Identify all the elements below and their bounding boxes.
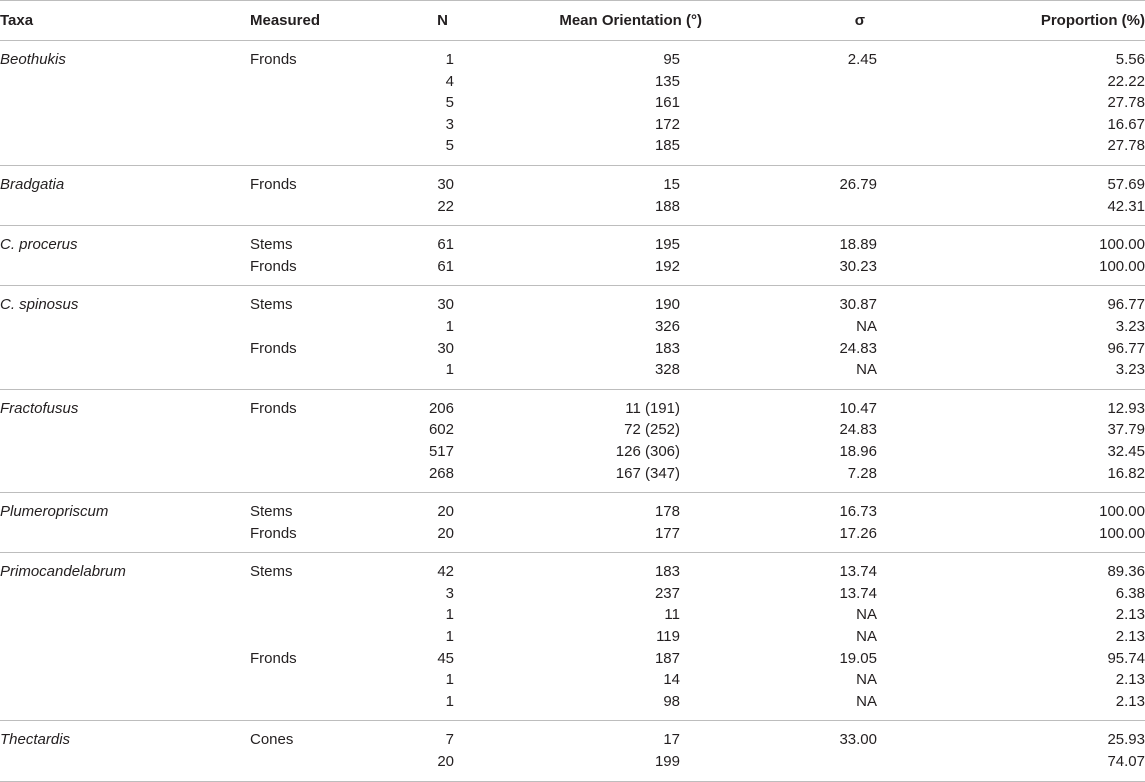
measured-cell — [250, 196, 400, 226]
mean-orientation-cell: 190 — [654, 296, 680, 314]
mean-orientation-cell: 14 — [663, 671, 680, 689]
n-cell: 602 — [428, 421, 454, 439]
table-row — [0, 389, 1145, 419]
measured-cell — [250, 626, 400, 648]
measured-cell — [250, 359, 400, 389]
mean-orientation-cell: 11 — [664, 606, 680, 624]
measured-cell: Fronds — [250, 399, 297, 417]
taxa-cell — [0, 441, 250, 463]
sigma-cell: NA — [856, 628, 877, 646]
table-row — [0, 463, 1145, 493]
mean-orientation-cell: 72 (252) — [624, 421, 680, 439]
taxa-cell — [0, 493, 250, 523]
proportion-cell: 100.00 — [1099, 257, 1145, 275]
measured-cell: Stems — [250, 296, 293, 314]
table-row — [0, 669, 1145, 691]
taxa-cell — [0, 751, 250, 781]
proportion-cell: 42.31 — [1107, 197, 1145, 215]
mean-orientation-cell: 135 — [654, 72, 680, 90]
taxa-cell — [0, 135, 250, 165]
n-cell: 20 — [437, 503, 454, 521]
sigma-cell — [730, 751, 920, 781]
measured-cell: Stems — [250, 236, 293, 254]
measured-cell: Fronds — [250, 339, 297, 357]
table-row — [0, 648, 1145, 670]
sigma-cell — [730, 71, 920, 93]
taxa-cell — [0, 523, 250, 553]
n-cell: 268 — [428, 464, 454, 482]
header-measured: Measured — [250, 1, 400, 41]
taxa-name: C. spinosus — [0, 296, 79, 314]
sigma-cell: NA — [856, 671, 877, 689]
header-proportion: Proportion (%) — [920, 1, 1145, 41]
taxa-group — [0, 165, 1145, 225]
taxa-name: Primocandelabrum — [0, 563, 126, 581]
proportion-cell: 2.13 — [1115, 606, 1145, 624]
taxa-name: C. procerus — [0, 236, 78, 254]
table-row — [0, 114, 1145, 136]
table-row — [0, 419, 1145, 441]
n-cell: 1 — [445, 361, 454, 379]
taxa-cell — [0, 669, 250, 691]
measured-cell — [250, 316, 400, 338]
proportion-cell: 2.13 — [1115, 628, 1145, 646]
table-row — [0, 41, 1145, 71]
table-row — [0, 751, 1145, 781]
n-cell: 1 — [445, 317, 454, 335]
taxa-cell — [0, 604, 250, 626]
measured-cell: Stems — [250, 563, 293, 581]
table-row — [0, 691, 1145, 721]
sigma-cell: 2.45 — [847, 51, 877, 68]
mean-orientation-cell: 17 — [663, 731, 680, 749]
n-cell: 517 — [428, 442, 454, 460]
sigma-cell: 7.28 — [847, 464, 877, 482]
taxa-group — [0, 226, 1145, 286]
n-cell: 30 — [437, 339, 454, 357]
taxa-cell — [0, 256, 250, 286]
n-cell: 4 — [445, 72, 454, 90]
taxa-cell — [0, 316, 250, 338]
n-cell: 45 — [437, 649, 454, 667]
measured-cell — [250, 92, 400, 114]
taxa-cell — [0, 226, 250, 256]
proportion-cell: 6.38 — [1115, 584, 1145, 602]
proportion-cell: 74.07 — [1107, 753, 1145, 771]
table-row — [0, 626, 1145, 648]
n-cell: 206 — [428, 399, 454, 417]
proportion-cell: 3.23 — [1115, 361, 1145, 379]
measured-cell — [250, 71, 400, 93]
n-cell: 5 — [445, 137, 454, 155]
proportion-cell: 16.82 — [1107, 464, 1145, 482]
mean-orientation-cell: 192 — [654, 257, 680, 275]
proportion-cell: 100.00 — [1099, 236, 1145, 254]
sigma-cell — [730, 114, 920, 136]
taxa-name: Thectardis — [0, 731, 71, 749]
sigma-cell: 17.26 — [839, 524, 877, 542]
measured-cell: Fronds — [250, 524, 297, 542]
taxa-cell — [0, 583, 250, 605]
n-cell: 1 — [445, 606, 454, 624]
taxa-group — [0, 389, 1145, 492]
taxa-cell — [0, 721, 250, 751]
mean-orientation-cell: 237 — [654, 584, 680, 602]
table-row — [0, 583, 1145, 605]
sigma-cell: 30.23 — [839, 257, 877, 275]
sigma-cell: 19.05 — [839, 649, 877, 667]
mean-orientation-cell: 161 — [654, 94, 680, 112]
mean-orientation-cell: 183 — [654, 563, 680, 581]
n-cell: 7 — [445, 731, 454, 749]
proportion-cell: 96.77 — [1107, 296, 1145, 314]
proportion-cell: 37.79 — [1107, 421, 1145, 439]
taxa-cell — [0, 196, 250, 226]
n-cell: 61 — [437, 236, 454, 254]
table-row — [0, 721, 1145, 751]
measured-cell — [250, 135, 400, 165]
proportion-cell: 100.00 — [1099, 524, 1145, 542]
measured-cell: Fronds — [250, 649, 297, 667]
taxa-cell — [0, 691, 250, 721]
n-cell: 30 — [437, 175, 454, 193]
proportion-cell: 2.13 — [1115, 671, 1145, 689]
proportion-cell: 57.69 — [1107, 175, 1145, 193]
mean-orientation-cell: 15 — [663, 175, 680, 193]
table-row — [0, 71, 1145, 93]
table-row — [0, 553, 1145, 583]
proportion-cell: 5.56 — [1115, 51, 1145, 68]
n-cell: 20 — [437, 753, 454, 771]
proportion-cell: 32.45 — [1107, 442, 1145, 460]
mean-orientation-cell: 126 (306) — [615, 442, 680, 460]
table-row — [0, 604, 1145, 626]
proportion-cell: 96.77 — [1107, 339, 1145, 357]
n-cell: 3 — [445, 115, 454, 133]
sigma-cell: 33.00 — [839, 731, 877, 749]
mean-orientation-cell: 167 (347) — [615, 464, 680, 482]
taxa-cell — [0, 92, 250, 114]
taxa-group — [0, 286, 1145, 389]
n-cell: 3 — [445, 584, 454, 602]
mean-orientation-cell: 172 — [654, 115, 680, 133]
n-cell: 1 — [445, 671, 454, 689]
taxa-cell — [0, 114, 250, 136]
measured-cell — [250, 583, 400, 605]
sigma-cell: 16.73 — [839, 503, 877, 521]
sigma-cell: 26.79 — [839, 175, 877, 193]
table-row — [0, 338, 1145, 360]
taxa-cell — [0, 419, 250, 441]
taxa-name: Bradgatia — [0, 175, 65, 193]
mean-orientation-cell: 177 — [654, 524, 680, 542]
sigma-cell: 18.96 — [839, 442, 877, 460]
n-cell: 61 — [437, 257, 454, 275]
taxa-cell — [0, 41, 250, 71]
n-cell: 1 — [445, 51, 454, 68]
taxa-group — [0, 493, 1145, 553]
mean-orientation-cell: 188 — [654, 197, 680, 215]
mean-orientation-cell: 326 — [654, 317, 680, 335]
table-row — [0, 196, 1145, 226]
mean-orientation-cell: 98 — [663, 692, 680, 710]
measured-cell — [250, 751, 400, 781]
measured-cell — [250, 441, 400, 463]
n-cell: 5 — [445, 94, 454, 112]
measured-cell: Fronds — [250, 175, 297, 193]
sigma-cell — [730, 135, 920, 165]
measured-cell: Fronds — [250, 51, 297, 68]
sigma-cell: 10.47 — [839, 399, 877, 417]
sigma-cell: NA — [856, 361, 877, 379]
table-row — [0, 135, 1145, 165]
taxa-cell — [0, 338, 250, 360]
sigma-cell: 13.74 — [839, 563, 877, 581]
proportion-cell: 12.93 — [1107, 399, 1145, 417]
sigma-cell: NA — [856, 317, 877, 335]
header-row — [0, 1, 1145, 41]
sigma-cell: 24.83 — [839, 421, 877, 439]
n-cell: 20 — [437, 524, 454, 542]
taxa-cell — [0, 626, 250, 648]
table-row — [0, 493, 1145, 523]
sigma-cell: 13.74 — [839, 584, 877, 602]
proportion-cell: 25.93 — [1107, 731, 1145, 749]
mean-orientation-cell: 185 — [654, 137, 680, 155]
taxa-group — [0, 721, 1145, 781]
table-row — [0, 441, 1145, 463]
measured-cell: Cones — [250, 731, 294, 749]
taxa-name: Fractofusus — [0, 399, 79, 417]
mean-orientation-cell: 178 — [654, 503, 680, 521]
taxa-name: Beothukis — [0, 51, 66, 68]
proportion-cell: 89.36 — [1107, 563, 1145, 581]
table-row — [0, 316, 1145, 338]
header-taxa: Taxa — [0, 1, 250, 41]
table-header — [0, 1, 1145, 41]
mean-orientation-cell: 11 (191) — [625, 399, 680, 417]
measured-cell — [250, 463, 400, 493]
mean-orientation-cell: 187 — [654, 649, 680, 667]
taxa-cell — [0, 389, 250, 419]
sigma-cell — [730, 92, 920, 114]
taxa-cell — [0, 165, 250, 195]
sigma-cell — [730, 196, 920, 226]
sigma-cell: 30.87 — [839, 296, 877, 314]
proportion-cell: 3.23 — [1115, 317, 1145, 335]
sigma-cell: 18.89 — [839, 236, 877, 254]
proportion-cell: 100.00 — [1099, 503, 1145, 521]
measured-cell — [250, 604, 400, 626]
measured-cell: Fronds — [250, 257, 297, 275]
sigma-cell: NA — [856, 606, 877, 624]
table-row — [0, 165, 1145, 195]
table-row — [0, 226, 1145, 256]
proportion-cell: 27.78 — [1107, 137, 1145, 155]
proportion-cell: 95.74 — [1107, 649, 1145, 667]
measured-cell — [250, 691, 400, 721]
sigma-cell: 24.83 — [839, 339, 877, 357]
mean-orientation-cell: 328 — [654, 361, 680, 379]
n-cell: 1 — [445, 628, 454, 646]
taxa-cell — [0, 359, 250, 389]
mean-orientation-cell: 119 — [656, 628, 680, 646]
table-row — [0, 256, 1145, 286]
taxa-group — [0, 41, 1145, 166]
sigma-cell: NA — [856, 692, 877, 710]
table-row — [0, 286, 1145, 316]
taxa-cell — [0, 553, 250, 583]
table-row — [0, 523, 1145, 553]
mean-orientation-cell: 199 — [654, 753, 680, 771]
taxa-cell — [0, 648, 250, 670]
n-cell: 22 — [437, 197, 454, 215]
taxa-cell — [0, 463, 250, 493]
header-mean-orientation: Mean Orientation (°) — [480, 1, 730, 41]
n-cell: 1 — [445, 692, 454, 710]
taxa-cell — [0, 286, 250, 316]
header-n: N — [400, 1, 480, 41]
mean-orientation-cell: 95 — [663, 51, 680, 68]
proportion-cell: 16.67 — [1107, 115, 1145, 133]
n-cell: 30 — [437, 296, 454, 314]
taxa-group — [0, 553, 1145, 721]
measured-cell — [250, 669, 400, 691]
taxa-cell — [0, 71, 250, 93]
header-sigma: σ — [730, 1, 920, 41]
measured-cell — [250, 419, 400, 441]
mean-orientation-cell: 195 — [654, 236, 680, 254]
proportion-cell: 27.78 — [1107, 94, 1145, 112]
table-row — [0, 92, 1145, 114]
table-row — [0, 359, 1145, 389]
n-cell: 42 — [437, 563, 454, 581]
taxa-name: Plumeropriscum — [0, 503, 109, 521]
proportion-cell: 22.22 — [1107, 72, 1145, 90]
measured-cell: Stems — [250, 503, 293, 521]
proportion-cell: 2.13 — [1115, 692, 1145, 710]
mean-orientation-cell: 183 — [654, 339, 680, 357]
measured-cell — [250, 114, 400, 136]
